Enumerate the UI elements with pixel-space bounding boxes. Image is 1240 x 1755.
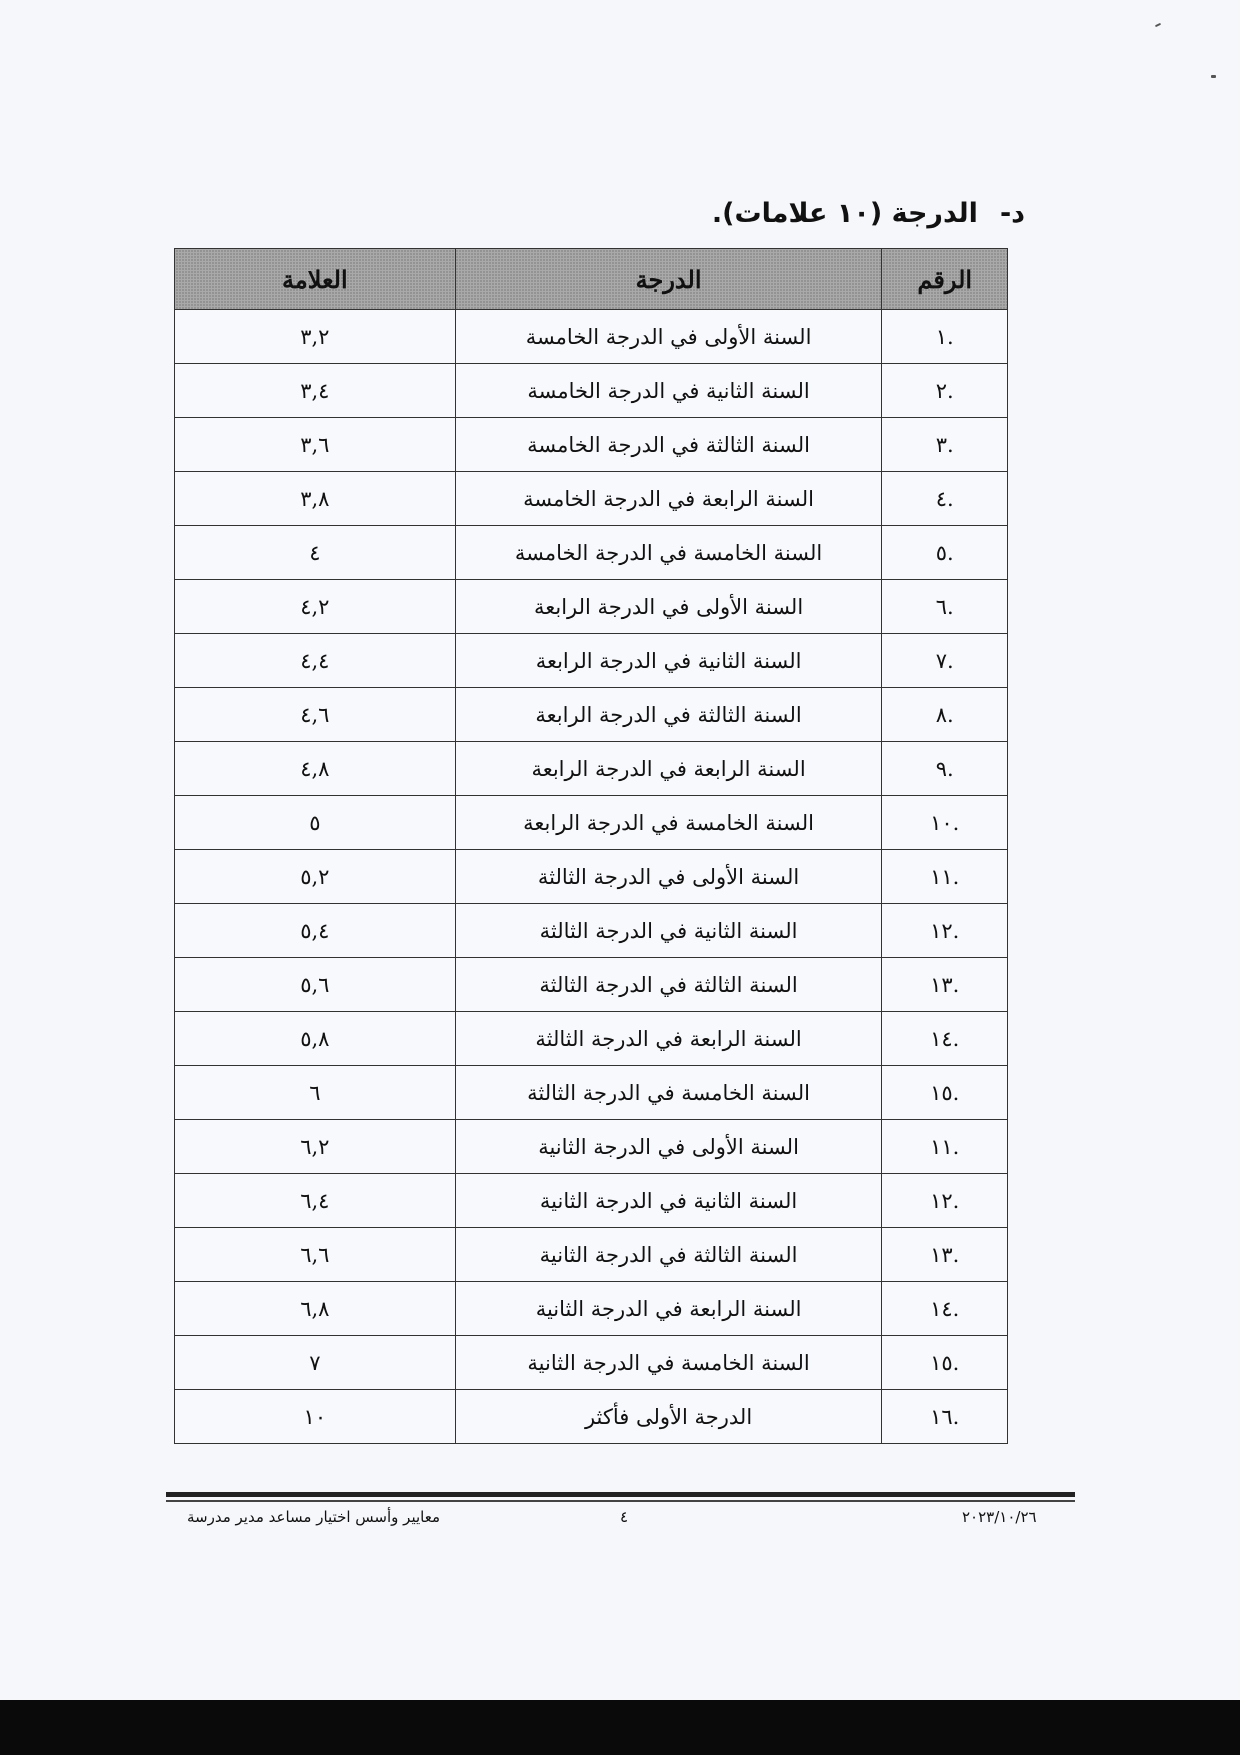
table-row xyxy=(175,850,1008,904)
row-mark: ٤,٦ xyxy=(175,688,456,742)
row-number: .١٥ xyxy=(882,1066,1008,1120)
row-grade: الدرجة الأولى فأكثر xyxy=(455,1390,882,1444)
row-mark: ٧ xyxy=(175,1336,456,1390)
row-grade: السنة الثانية في الدرجة الثانية xyxy=(455,1174,882,1228)
table-row xyxy=(175,472,1008,526)
footer-document-title: معايير وأسس اختيار مساعد مدير مدرسة xyxy=(187,1508,441,1526)
row-mark: ٦,٤ xyxy=(175,1174,456,1228)
header-mark: العلامة xyxy=(175,249,456,310)
table-row xyxy=(175,364,1008,418)
table-row xyxy=(175,1120,1008,1174)
footer-divider xyxy=(166,1492,1075,1497)
row-grade: السنة الخامسة في الدرجة الثالثة xyxy=(455,1066,882,1120)
table-row xyxy=(175,688,1008,742)
table-row xyxy=(175,1336,1008,1390)
row-mark: ٤,٨ xyxy=(175,742,456,796)
table-row xyxy=(175,1174,1008,1228)
section-marker: د- xyxy=(999,198,1025,229)
row-grade: السنة الأولى في الدرجة الخامسة xyxy=(455,310,882,364)
row-grade: السنة الأولى في الدرجة الثالثة xyxy=(455,850,882,904)
row-mark: ٤,٤ xyxy=(175,634,456,688)
row-mark: ٥,٤ xyxy=(175,904,456,958)
row-grade: السنة الرابعة في الدرجة الخامسة xyxy=(455,472,882,526)
row-number: .١٢ xyxy=(882,904,1008,958)
section-heading xyxy=(712,198,1025,229)
row-number: .١٠ xyxy=(882,796,1008,850)
header-grade: الدرجة xyxy=(455,249,882,310)
row-mark: ٣,٢ xyxy=(175,310,456,364)
table-row xyxy=(175,958,1008,1012)
row-number: .١٦ xyxy=(882,1390,1008,1444)
row-grade: السنة الخامسة في الدرجة الرابعة xyxy=(455,796,882,850)
table-row xyxy=(175,526,1008,580)
footer-divider-thin xyxy=(166,1500,1075,1502)
row-number: .١٣ xyxy=(882,1228,1008,1282)
table-row xyxy=(175,742,1008,796)
row-mark: ٥ xyxy=(175,796,456,850)
footer-page-number: ٤ xyxy=(620,1508,629,1526)
table-row xyxy=(175,580,1008,634)
table-row xyxy=(175,904,1008,958)
table-header-row xyxy=(175,249,1008,310)
row-number: .٢ xyxy=(882,364,1008,418)
table-row xyxy=(175,634,1008,688)
row-number: .١١ xyxy=(882,850,1008,904)
scan-speck xyxy=(1211,75,1216,78)
row-grade: السنة الرابعة في الدرجة الثالثة xyxy=(455,1012,882,1066)
row-grade: السنة الثالثة في الدرجة الخامسة xyxy=(455,418,882,472)
row-number: .٧ xyxy=(882,634,1008,688)
table-row xyxy=(175,1282,1008,1336)
row-grade: السنة الثالثة في الدرجة الثانية xyxy=(455,1228,882,1282)
row-number: .١٤ xyxy=(882,1012,1008,1066)
scan-speck xyxy=(1155,23,1161,27)
table-row xyxy=(175,1390,1008,1444)
row-number: .١٥ xyxy=(882,1336,1008,1390)
row-number: .٦ xyxy=(882,580,1008,634)
row-mark: ٥,٨ xyxy=(175,1012,456,1066)
row-grade: السنة الثانية في الدرجة الخامسة xyxy=(455,364,882,418)
row-grade: السنة الثانية في الدرجة الرابعة xyxy=(455,634,882,688)
header-number: الرقم xyxy=(882,249,1008,310)
row-mark: ٦,٨ xyxy=(175,1282,456,1336)
table-row xyxy=(175,310,1008,364)
row-grade: السنة الخامسة في الدرجة الثانية xyxy=(455,1336,882,1390)
row-grade: السنة الثالثة في الدرجة الرابعة xyxy=(455,688,882,742)
row-number: .١٤ xyxy=(882,1282,1008,1336)
table-row xyxy=(175,1228,1008,1282)
row-mark: ٦,٦ xyxy=(175,1228,456,1282)
row-mark: ٥,٢ xyxy=(175,850,456,904)
row-mark: ٤,٢ xyxy=(175,580,456,634)
row-mark: ٥,٦ xyxy=(175,958,456,1012)
row-mark: ٦,٢ xyxy=(175,1120,456,1174)
section-title: الدرجة (١٠ علامات). xyxy=(711,198,978,229)
scan-bottom-band xyxy=(0,1700,1240,1755)
row-grade: السنة الخامسة في الدرجة الخامسة xyxy=(455,526,882,580)
row-number: .٤ xyxy=(882,472,1008,526)
table-body xyxy=(175,310,1008,1444)
row-number: .١ xyxy=(882,310,1008,364)
row-mark: ٣,٦ xyxy=(175,418,456,472)
table-row xyxy=(175,796,1008,850)
table-row xyxy=(175,418,1008,472)
grade-marks-table xyxy=(174,248,1008,1444)
row-number: .٨ xyxy=(882,688,1008,742)
row-mark: ٣,٤ xyxy=(175,364,456,418)
row-number: .١٢ xyxy=(882,1174,1008,1228)
table-row xyxy=(175,1012,1008,1066)
row-mark: ١٠ xyxy=(175,1390,456,1444)
row-grade: السنة الرابعة في الدرجة الرابعة xyxy=(455,742,882,796)
row-grade: السنة الأولى في الدرجة الثانية xyxy=(455,1120,882,1174)
footer-date: ٢٠٢٣/١٠/٢٦ xyxy=(962,1508,1037,1526)
row-grade: السنة الثالثة في الدرجة الثالثة xyxy=(455,958,882,1012)
row-mark: ٦ xyxy=(175,1066,456,1120)
row-number: .٥ xyxy=(882,526,1008,580)
row-grade: السنة الأولى في الدرجة الرابعة xyxy=(455,580,882,634)
row-grade: السنة الثانية في الدرجة الثالثة xyxy=(455,904,882,958)
row-number: .١١ xyxy=(882,1120,1008,1174)
row-mark: ٣,٨ xyxy=(175,472,456,526)
row-number: .٣ xyxy=(882,418,1008,472)
row-grade: السنة الرابعة في الدرجة الثانية xyxy=(455,1282,882,1336)
table-row xyxy=(175,1066,1008,1120)
row-mark: ٤ xyxy=(175,526,456,580)
row-number: .٩ xyxy=(882,742,1008,796)
row-number: .١٣ xyxy=(882,958,1008,1012)
